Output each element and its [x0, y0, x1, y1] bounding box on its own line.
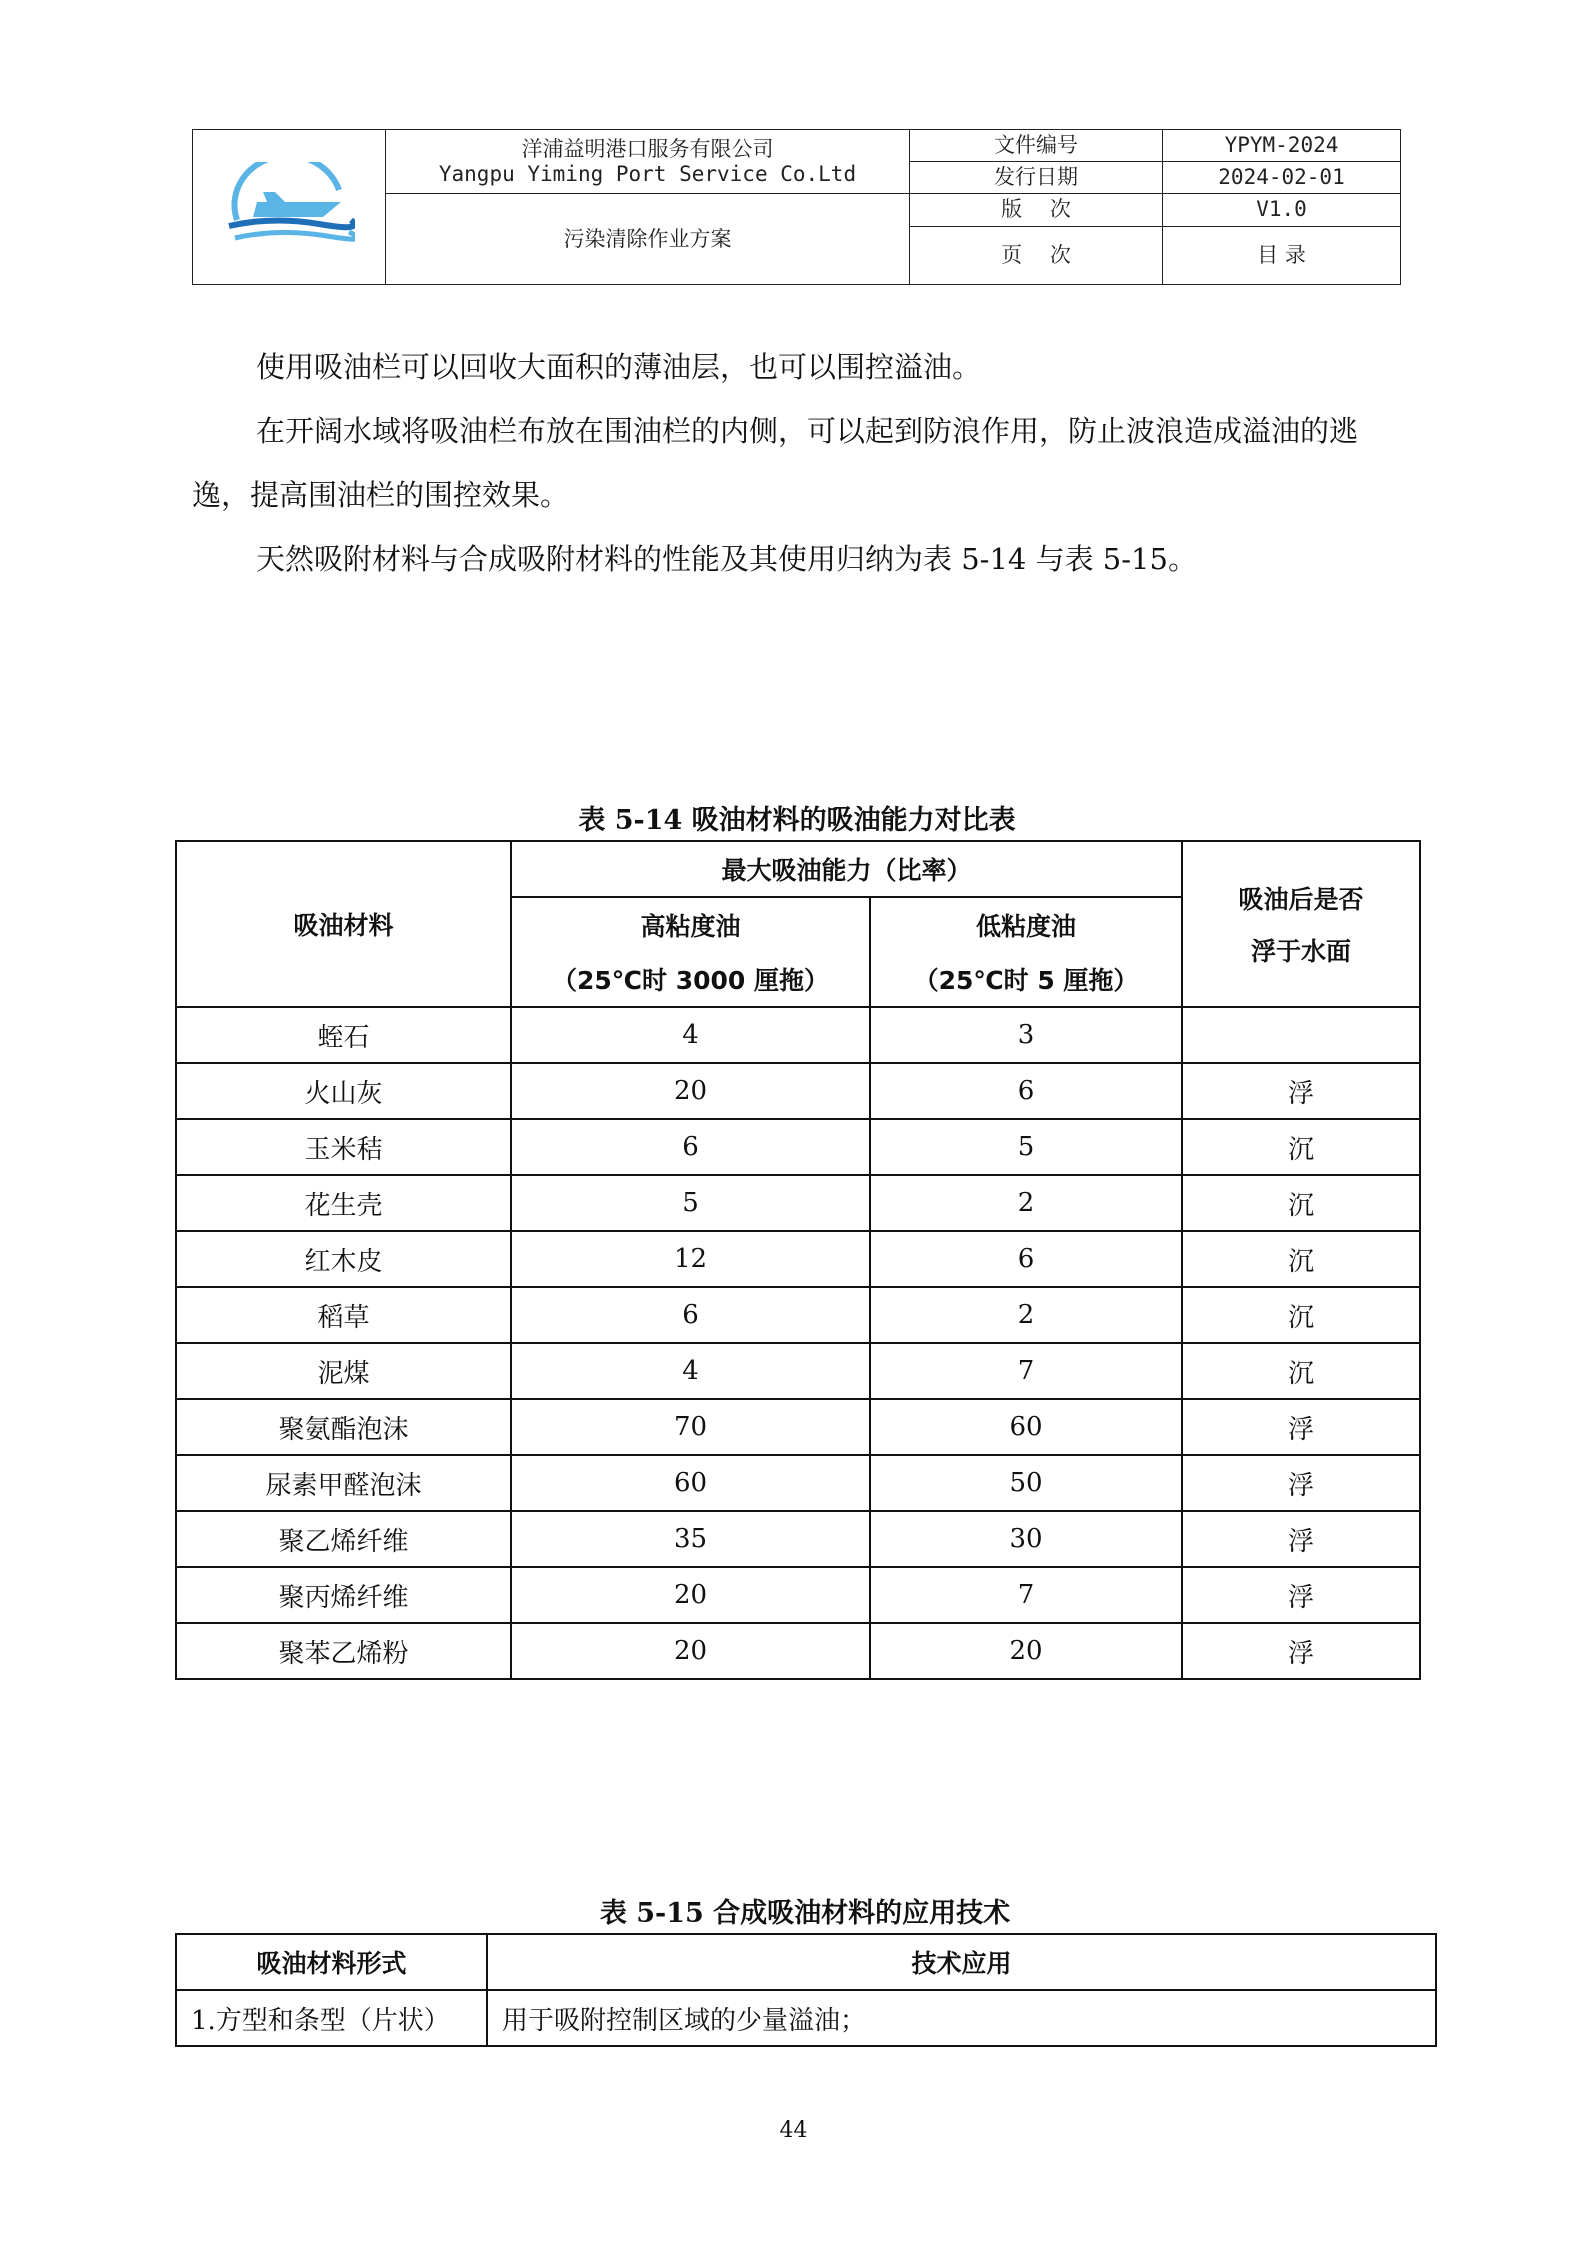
col-header-low-condition: （25℃时 5 厘拖） — [870, 952, 1182, 1007]
cell-float: 浮 — [1182, 1567, 1420, 1623]
body-paragraph-2: 在开阔水域将吸油栏布放在围油栏的内侧，可以起到防浪作用，防止波浪造成溢油的逃逸，提高围油栏的围控效果。 — [192, 414, 1359, 512]
cell-high: 20 — [511, 1623, 870, 1679]
body-paragraph-1: 使用吸油栏可以回收大面积的薄油层，也可以围控溢油。 — [256, 350, 982, 384]
cell-high: 60 — [511, 1455, 870, 1511]
table-5-14-caption: 表 5-14 吸油材料的吸油能力对比表 — [578, 805, 1016, 836]
table-row — [176, 1511, 1420, 1567]
cell-low: 5 — [870, 1119, 1182, 1175]
cell-low: 30 — [870, 1511, 1182, 1567]
table-row — [176, 1399, 1420, 1455]
table-5-15-caption: 表 5-15 合成吸油材料的应用技术 — [599, 1898, 1011, 1929]
cell-material: 聚丙烯纤维 — [176, 1567, 511, 1623]
cell-material: 聚苯乙烯粉 — [176, 1623, 511, 1679]
table-row — [176, 1231, 1420, 1287]
cell-high: 70 — [511, 1399, 870, 1455]
col-header-low-viscosity: 低粘度油 — [870, 897, 1182, 952]
cell-high: 5 — [511, 1175, 870, 1231]
cell-high: 20 — [511, 1567, 870, 1623]
cell-float: 浮 — [1182, 1511, 1420, 1567]
table-row — [176, 1455, 1420, 1511]
meta-label-issue-date: 发行日期 — [910, 162, 1163, 194]
cell-float: 沉 — [1182, 1119, 1420, 1175]
cell-low: 7 — [870, 1567, 1182, 1623]
cell-low: 6 — [870, 1063, 1182, 1119]
oil-absorption-table — [175, 840, 1421, 1680]
meta-value-page: 目 录 — [1163, 226, 1401, 284]
cell-tech: 用于吸附控制区域的少量溢油； — [487, 1990, 1436, 2046]
cell-low: 6 — [870, 1231, 1182, 1287]
cell-float: 浮 — [1182, 1455, 1420, 1511]
cell-high: 6 — [511, 1287, 870, 1343]
cell-material: 蛭石 — [176, 1007, 511, 1063]
company-name-cell — [386, 130, 910, 194]
meta-value-version: V1.0 — [1163, 194, 1401, 226]
col-header-float — [1182, 841, 1420, 1007]
company-name-cn: 洋浦益明港口服务有限公司 — [521, 136, 774, 161]
company-name-en: Yangpu Yiming Port Service Co.Ltd — [438, 161, 857, 186]
col-header-material: 吸油材料 — [176, 841, 511, 1007]
col-header-float-line2: 浮于水面 — [1251, 937, 1352, 966]
cell-float: 沉 — [1182, 1175, 1420, 1231]
meta-label-page: 页 次 — [910, 226, 1163, 284]
cell-high: 35 — [511, 1511, 870, 1567]
cell-form: 1.方型和条型（片状） — [176, 1990, 487, 2046]
cell-float — [1182, 1007, 1420, 1063]
cell-material: 泥煤 — [176, 1343, 511, 1399]
cell-float: 浮 — [1182, 1623, 1420, 1679]
col-header-form: 吸油材料形式 — [176, 1934, 487, 1990]
cell-low: 60 — [870, 1399, 1182, 1455]
cell-low: 20 — [870, 1623, 1182, 1679]
table-row — [176, 1063, 1420, 1119]
meta-value-doc-number: YPYM-2024 — [1163, 130, 1401, 162]
table-row — [176, 1007, 1420, 1063]
cell-material: 稻草 — [176, 1287, 511, 1343]
cell-high: 6 — [511, 1119, 870, 1175]
table-row — [176, 1175, 1420, 1231]
cell-low: 50 — [870, 1455, 1182, 1511]
col-header-tech: 技术应用 — [487, 1934, 1436, 1990]
col-header-high-viscosity: 高粘度油 — [511, 897, 870, 952]
col-header-capacity: 最大吸油能力（比率） — [511, 841, 1182, 897]
cell-material: 尿素甲醛泡沫 — [176, 1455, 511, 1511]
synthetic-absorbent-table — [175, 1933, 1437, 2047]
cell-material: 红木皮 — [176, 1231, 511, 1287]
page-number: 44 — [779, 2118, 808, 2143]
table-row — [176, 1343, 1420, 1399]
cell-material: 聚乙烯纤维 — [176, 1511, 511, 1567]
cell-float: 浮 — [1182, 1063, 1420, 1119]
company-logo — [193, 130, 386, 285]
cell-float: 沉 — [1182, 1343, 1420, 1399]
cell-material: 玉米秸 — [176, 1119, 511, 1175]
cell-high: 4 — [511, 1007, 870, 1063]
meta-value-issue-date: 2024-02-01 — [1163, 162, 1401, 194]
cell-low: 2 — [870, 1175, 1182, 1231]
cell-float: 沉 — [1182, 1287, 1420, 1343]
cell-high: 20 — [511, 1063, 870, 1119]
cell-high: 12 — [511, 1231, 870, 1287]
table-row — [176, 1990, 1436, 2046]
col-header-float-line1: 吸油后是否 — [1238, 885, 1364, 914]
cell-high: 4 — [511, 1343, 870, 1399]
meta-label-doc-number: 文件编号 — [910, 130, 1163, 162]
table-row — [176, 1287, 1420, 1343]
cell-float: 沉 — [1182, 1231, 1420, 1287]
ship-wave-logo-icon — [223, 162, 355, 252]
cell-low: 7 — [870, 1343, 1182, 1399]
meta-label-version: 版 次 — [910, 194, 1163, 226]
document-title: 污染清除作业方案 — [386, 194, 910, 285]
cell-float: 浮 — [1182, 1399, 1420, 1455]
document-header — [192, 129, 1401, 285]
body-paragraph-3: 天然吸附材料与合成吸附材料的性能及其使用归纳为表 5-14 与表 5-15。 — [256, 542, 1197, 576]
table-row — [176, 1623, 1420, 1679]
col-header-high-condition: （25℃时 3000 厘拖） — [511, 952, 870, 1007]
cell-material: 花生壳 — [176, 1175, 511, 1231]
table-row — [176, 1119, 1420, 1175]
cell-low: 3 — [870, 1007, 1182, 1063]
table-row — [176, 1567, 1420, 1623]
cell-low: 2 — [870, 1287, 1182, 1343]
cell-material: 聚氨酯泡沫 — [176, 1399, 511, 1455]
cell-material: 火山灰 — [176, 1063, 511, 1119]
